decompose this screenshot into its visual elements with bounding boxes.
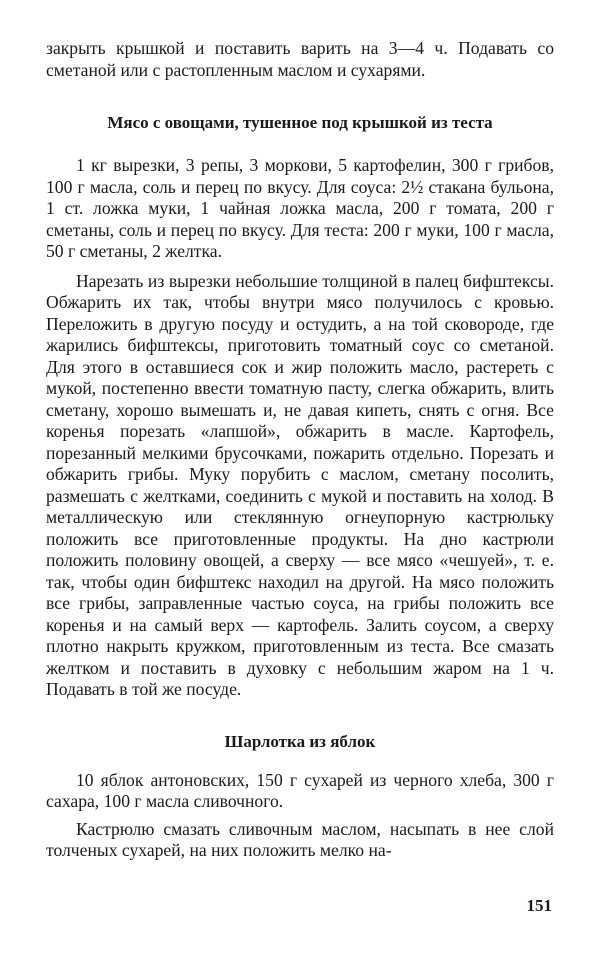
recipe-title-meat: Мясо с овощами, тушенное под крышкой из теста (107, 113, 493, 132)
recipe-title-charlotte: Шарлотка из яблок (224, 731, 376, 751)
page-number: 151 (526, 896, 552, 915)
recipe-meat-method: Нарезать из вырезки небольшие толщиной в палец бифштексы. Обжарить их так, чтобы внутри мясо получилось с кровью. Переложить в другую посуду и остудить, а на той сковороде, где жарились бифштексы, приготовить томатный соус со сметаной. Для этого в оставшиеся сок и жир положить масло, растереть с мукой, постепенно ввести томатную пасту, слегка обжарить, влить сметану, хорошо вымешать и, не давая кипеть, снять с огня. Все коренья порезать «лапшой», обжарить в масле. Картофель, порезанный мелкими брусочками, пожарить отдельно. Порезать и обжарить грибы. Муку порубить с маслом, сметану посолить, размешать с желтками, соединить с мукой и поставить на холод. В металлическую или стеклянную огнеупорную кастрюльку положить все приготовленные продукты. На дно кастрюли положить половину овощей, а сверху — все мясо «чешуей», т. е. так, чтобы один бифштекс находил на другой. На мясо положить все грибы, заправленные частью соуса, на грибы положить все коренья и на самый верх — картофель. Залить соусом, а сверху плотно накрыть кружком, приготовленным из теста. Все смазать желтком и поставить в духовку с небольшим жаром на 1 ч. Подавать в той же посуде. (46, 270, 554, 699)
recipe-meat-ingredients: 1 кг вырезки, 3 репы, 3 моркови, 5 картофелин, 300 г грибов, 100 г масла, соль и перец по вкусу. Для соуса: 2½ стакана бульона, 1 ст. ложка муки, 1 чайная ложка масла, 200 г томата, 200 г сметаны, соль и перец по вкусу. Для теста: 200 г муки, 100 г масла, 50 г сметаны, 2 желтка. (46, 155, 554, 261)
recipe-charlotte-ingredients: 10 яблок антоновских, 150 г сухарей из черного хлеба, 300 г сахара, 100 г масла сливочного. (46, 769, 554, 811)
intro-paragraph: закрыть крышкой и поставить варить на 3—4 ч. Подавать со сметаной или с растопленным маслом и сухарями. (46, 38, 554, 80)
recipe-charlotte-method: Кастрюлю смазать сливочным маслом, насыпать в нее слой толченых сухарей, на них положить мелко на- (46, 818, 554, 860)
